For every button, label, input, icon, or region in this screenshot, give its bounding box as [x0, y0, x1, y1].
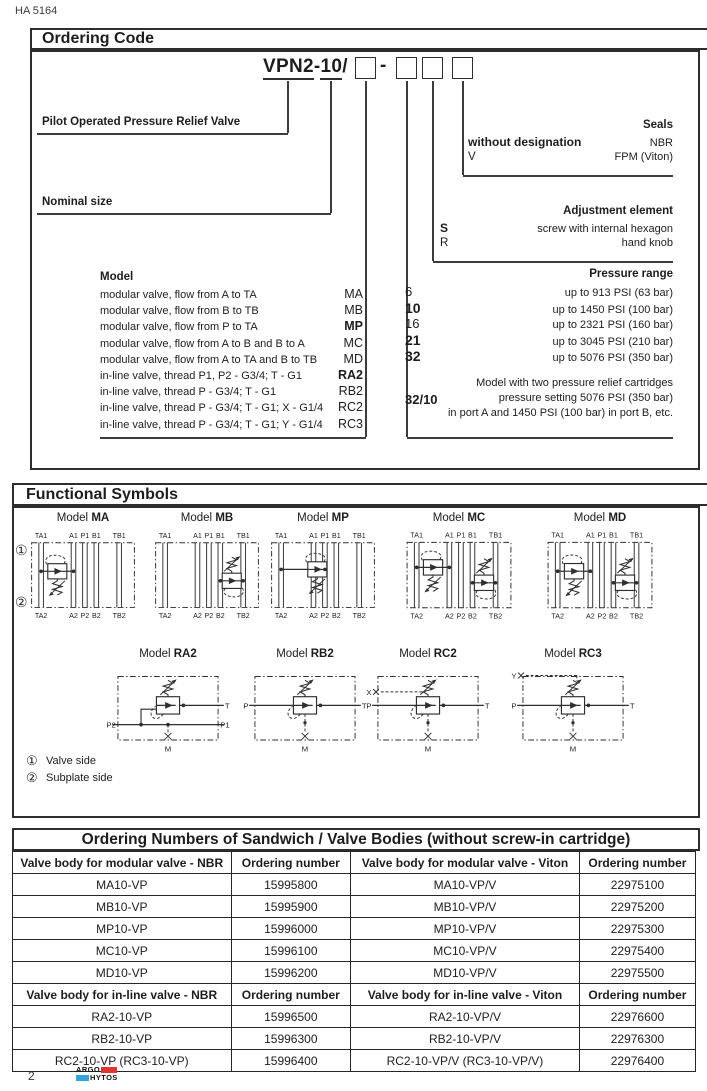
port-label: TA2	[34, 611, 48, 620]
pressure-range-title: Pressure range	[589, 268, 673, 280]
model-description: modular valve, flow from A to B and B to A	[100, 337, 305, 350]
pressure-row	[405, 332, 673, 348]
model-row	[100, 400, 363, 416]
port-label: TA2	[410, 611, 424, 621]
pressure-value: up to 2321 PSI (160 bar)	[552, 318, 673, 331]
table-cell: 22975200	[579, 896, 695, 918]
underline-model	[100, 437, 366, 439]
diagram-title-prefix: Model	[276, 648, 311, 660]
label-nominal-size: Nominal size	[42, 196, 113, 208]
model-description: modular valve, flow from P to TA	[100, 321, 258, 334]
table-row	[13, 918, 696, 940]
port-label: P1	[80, 531, 90, 540]
underline-valve-type	[37, 133, 288, 135]
port-label: P	[366, 701, 372, 711]
pressure-code: 16	[405, 315, 420, 331]
connector-valve-type	[287, 81, 289, 133]
port-label: TB1	[112, 531, 126, 540]
model-block	[100, 271, 363, 433]
table-cell: 15996200	[231, 962, 351, 984]
pressure-value: up to 5076 PSI (350 bar)	[552, 351, 673, 364]
diagram-title-code: RC2	[433, 648, 457, 660]
table-header-cell: Ordering number	[231, 852, 351, 874]
pressure-range-rows	[405, 284, 673, 363]
port-label: TB1	[236, 531, 250, 540]
logo-text-hytos: HYTOS	[90, 1073, 118, 1083]
model-code: RC3	[337, 416, 363, 431]
table-cell: 15996300	[231, 1028, 351, 1050]
model-code: RC2	[337, 400, 363, 415]
section-title-ordering-code	[30, 28, 707, 50]
table-row	[13, 940, 696, 962]
model-rows	[100, 287, 363, 433]
model-row	[100, 287, 363, 303]
diagram-title-code: MA	[91, 512, 110, 524]
pressure-code: 21	[405, 331, 421, 348]
adjustment-block	[440, 205, 673, 252]
ordering-numbers-table	[12, 851, 696, 1075]
row-marker-valve-side: ①	[15, 542, 28, 558]
diagram-title	[57, 512, 109, 527]
pressure-value: up to 913 PSI (63 bar)	[564, 287, 673, 299]
port-label: P	[243, 701, 249, 711]
table-cell: 15996000	[231, 918, 351, 940]
logo-blue-block	[76, 1075, 89, 1081]
logo-text-argo: ARGO	[76, 1065, 101, 1075]
port-label: P2	[204, 611, 214, 620]
diagram-title-code: RA2	[173, 648, 197, 660]
connector-model	[365, 81, 367, 437]
table-cell: MA10-VP/V	[351, 874, 580, 896]
table-cell: 15995800	[231, 874, 351, 896]
table-row	[13, 1006, 696, 1028]
table-cell: 22975300	[579, 918, 695, 940]
argo-hytos-logo	[76, 1066, 118, 1082]
hydraulic-symbol-mb	[148, 527, 266, 627]
table-row	[13, 1028, 696, 1050]
pressure-note-line: Model with two pressure relief cartridges	[476, 377, 673, 389]
port-label: A1	[309, 531, 318, 540]
adjustment-value: hand knob	[621, 236, 673, 249]
port-label: TA1	[410, 530, 424, 540]
table-cell: 22975500	[579, 962, 695, 984]
port-label: T	[224, 701, 230, 711]
symbols-legend	[26, 752, 113, 786]
table-header-cell: Valve body for in-line valve - NBR	[13, 984, 232, 1006]
section-title-text: Functional Symbols	[26, 485, 179, 503]
connector-nominal-size	[330, 81, 332, 213]
port-label: Y	[511, 671, 517, 681]
port-label: B2	[331, 611, 341, 620]
legend-item	[26, 752, 113, 769]
diagram-title-prefix: Model	[180, 512, 216, 524]
table-cell: 22976600	[579, 1006, 695, 1028]
port-label: M	[301, 744, 309, 754]
row-marker-subplate-side: ②	[15, 594, 28, 610]
seals-code: without designation	[468, 135, 582, 149]
connector-seals	[462, 81, 464, 175]
adjustment-row	[440, 237, 673, 253]
hydraulic-symbol-md	[536, 527, 664, 627]
port-label: B1	[468, 530, 477, 540]
port-label: TA2	[158, 611, 172, 620]
diagram-title-prefix: Model	[432, 512, 468, 524]
port-label: M	[164, 744, 172, 754]
port-label: P2	[456, 611, 466, 621]
model-description: modular valve, flow from B to TB	[100, 305, 259, 318]
legend-item	[26, 769, 113, 786]
diagram-title-code: RB2	[310, 648, 334, 660]
port-label: A2	[193, 611, 202, 620]
port-label: P2	[80, 611, 90, 620]
model-code: MP	[344, 319, 363, 334]
diagram-title-code: MC	[467, 512, 486, 524]
port-label: TA2	[274, 611, 288, 620]
model-row	[100, 417, 363, 433]
table-cell: 22975100	[579, 874, 695, 896]
pressure-value: up to 1450 PSI (100 bar)	[552, 303, 673, 316]
table-cell: RA2-10-VP	[13, 1006, 232, 1028]
code-dash: -	[380, 55, 387, 76]
pressure-range-block	[405, 268, 673, 363]
diagram-title-code: MD	[608, 512, 627, 524]
connector-adjustment	[432, 81, 434, 261]
diagram-title-prefix: Model	[56, 512, 92, 524]
port-label: P1	[320, 531, 330, 540]
seals-row	[468, 135, 673, 151]
table-header-cell: Valve body for modular valve - NBR	[13, 852, 232, 874]
hydraulic-symbol-ra2	[102, 663, 234, 767]
page-number: 2	[28, 1069, 35, 1083]
functional-symbol-rc2	[362, 648, 494, 767]
table-cell: MC10-VP/V	[351, 940, 580, 962]
pressure-code: 10	[405, 299, 421, 316]
underline-seals	[463, 175, 673, 177]
functional-symbol-md	[536, 512, 664, 627]
code-box-model	[355, 57, 376, 79]
code-box-adjustment	[422, 57, 443, 79]
table-header-cell: Ordering number	[579, 984, 695, 1006]
table-header-cell: Valve body for modular valve - Viton	[351, 852, 580, 874]
port-label: TB1	[488, 530, 503, 540]
section-title-ordering-numbers	[12, 828, 700, 851]
model-description: in-line valve, thread P1, P2 - G3/4; T - G1	[100, 369, 302, 382]
table-cell: MB10-VP/V	[351, 896, 580, 918]
port-label: M	[569, 744, 577, 754]
pressure-row	[405, 284, 673, 300]
model-description: modular valve, flow from A to TA and B to TB	[100, 353, 318, 366]
port-label: A1	[585, 530, 595, 540]
table-header-row	[13, 852, 696, 874]
table-row	[13, 874, 696, 896]
port-label: A2	[309, 611, 318, 620]
table-header-cell: Valve body for in-line valve - Viton	[351, 984, 580, 1006]
port-label: TB2	[488, 611, 503, 621]
table-cell: RB2-10-VP	[13, 1028, 232, 1050]
port-label: TA1	[34, 531, 48, 540]
model-code: MD	[343, 351, 363, 366]
table-cell: 15996100	[231, 940, 351, 962]
pressure-row	[405, 316, 673, 332]
seals-block	[468, 119, 673, 166]
table-cell: 22976300	[579, 1028, 695, 1050]
label-valve-type: Pilot Operated Pressure Relief Valve	[42, 116, 241, 128]
pressure-note-text: pressure setting 5076 PSI (350 bar)	[498, 392, 673, 405]
pressure-row	[405, 300, 673, 316]
seals-value: NBR	[649, 137, 673, 149]
table-row	[13, 962, 696, 984]
diagram-title-code: MB	[215, 512, 234, 524]
port-label: TB2	[236, 611, 250, 620]
logo-red-block	[101, 1067, 117, 1073]
code-separator: -	[313, 56, 321, 77]
port-label: A1	[69, 531, 78, 540]
model-code: MA	[344, 287, 363, 301]
port-label: TB2	[352, 611, 366, 620]
seals-code: V	[468, 150, 476, 163]
model-row	[100, 336, 363, 352]
table-cell: MA10-VP	[13, 874, 232, 896]
port-label: M	[424, 744, 432, 754]
pressure-note-line: in port A and 1450 PSI (100 bar) in port B, etc.	[447, 407, 673, 420]
hydraulic-symbol-mc	[395, 527, 523, 627]
adjustment-title: Adjustment element	[563, 205, 673, 217]
functional-symbol-mc	[395, 512, 523, 627]
port-label: P2	[597, 611, 607, 621]
model-description: modular valve, flow from A to TA	[100, 289, 257, 301]
model-title: Model	[100, 271, 134, 283]
port-label: B2	[215, 611, 225, 620]
table-cell: MC10-VP	[13, 940, 232, 962]
model-row	[100, 384, 363, 400]
table-cell: 15996500	[231, 1006, 351, 1028]
table-cell: RB2-10-VP/V	[351, 1028, 580, 1050]
functional-symbol-rc3	[507, 648, 639, 767]
port-label: B2	[91, 611, 101, 620]
pressure-value: up to 3045 PSI (210 bar)	[552, 335, 673, 348]
port-label: T	[629, 701, 635, 711]
legend-label: Subplate side	[46, 771, 113, 784]
functional-symbol-ma	[24, 512, 142, 627]
port-label: P2	[106, 720, 116, 730]
code-series: VPN2	[263, 56, 314, 80]
model-code: MB	[344, 303, 363, 318]
document-number: HA 5164	[15, 5, 58, 17]
diagram-title-prefix: Model	[399, 648, 434, 660]
table-header-cell: Ordering number	[579, 852, 695, 874]
port-label: P1	[220, 720, 230, 730]
port-label: A2	[585, 611, 595, 621]
model-code: RA2	[337, 367, 363, 382]
diagram-title	[399, 648, 457, 663]
legend-marker: ①	[26, 752, 38, 768]
adjustment-row	[440, 221, 673, 237]
diagram-title	[574, 512, 626, 527]
model-code: MC	[343, 335, 363, 350]
diagram-title	[276, 648, 334, 663]
port-label: TA1	[551, 530, 565, 540]
hydraulic-symbol-ma	[24, 527, 142, 627]
base-ordering-code	[263, 56, 348, 78]
model-row	[100, 368, 363, 384]
table-cell: 22976400	[579, 1050, 695, 1072]
table-cell: 22975400	[579, 940, 695, 962]
code-size: 10	[320, 56, 342, 80]
underline-pressure	[407, 437, 673, 439]
adjustment-value: screw with internal hexagon	[537, 223, 673, 235]
hydraulic-symbol-rc2	[362, 663, 494, 767]
table-cell: MD10-VP	[13, 962, 232, 984]
port-label: P1	[456, 530, 466, 540]
underline-adjustment	[433, 261, 673, 263]
seals-value: FPM (Viton)	[614, 150, 673, 163]
model-description: in-line valve, thread P - G3/4; T - G1; Y - G1/4	[100, 418, 323, 431]
diagram-title	[433, 512, 485, 527]
model-description: in-line valve, thread P - G3/4; T - G1; X - G1/4	[100, 402, 324, 415]
section-title-text: Ordering Numbers of Sandwich / Valve Bodies (without screw-in cartridge)	[81, 830, 631, 848]
diagram-title	[544, 648, 602, 663]
port-label: A1	[193, 531, 202, 540]
code-slash: /	[342, 56, 348, 77]
diagram-title	[297, 512, 349, 527]
port-label: A2	[69, 611, 78, 620]
table-header-cell: Ordering number	[231, 984, 351, 1006]
functional-symbol-ra2	[102, 648, 234, 767]
port-label: B2	[609, 611, 618, 621]
underline-nominal-size	[37, 213, 331, 215]
port-label: TA1	[274, 531, 288, 540]
pressure-row	[405, 348, 673, 364]
port-label: B2	[468, 611, 477, 621]
diagram-title	[181, 512, 233, 527]
model-row	[100, 319, 363, 335]
pressure-note-line	[405, 392, 673, 407]
pressure-code: 32	[405, 347, 421, 364]
model-row	[100, 303, 363, 319]
table-cell: MP10-VP/V	[351, 918, 580, 940]
port-label: B1	[215, 531, 225, 540]
pressure-note	[405, 377, 673, 423]
port-label: T	[361, 701, 367, 711]
port-label: X	[366, 687, 372, 697]
seals-row	[468, 151, 673, 167]
diagram-title-prefix: Model	[297, 512, 332, 524]
port-label: TB2	[112, 611, 126, 620]
adjustment-code: R	[440, 236, 449, 249]
table-cell: RC2-10-VP/V (RC3-10-VP/V)	[351, 1050, 580, 1072]
hydraulic-symbol-mp	[264, 527, 382, 627]
functional-symbol-mp	[264, 512, 382, 627]
port-label: T	[484, 701, 490, 711]
diagram-title-prefix: Model	[544, 648, 579, 660]
port-label: P1	[597, 530, 607, 540]
table-cell: MP10-VP	[13, 918, 232, 940]
section-title-functional-symbols	[12, 483, 707, 506]
legend-marker: ②	[26, 769, 38, 785]
table-row	[13, 896, 696, 918]
legend-label: Valve side	[46, 754, 96, 767]
pressure-code: 6	[405, 284, 413, 299]
adjustment-code: S	[440, 221, 449, 235]
diagram-title-code: RC3	[578, 648, 602, 660]
port-label: B1	[609, 530, 618, 540]
diagram-title-prefix: Model	[573, 512, 609, 524]
table-cell: 15995900	[231, 896, 351, 918]
code-box-seals	[452, 57, 473, 79]
functional-symbol-rb2	[239, 648, 371, 767]
diagram-title-code: MP	[331, 512, 349, 524]
logo-row	[76, 1074, 118, 1082]
functional-symbol-mb	[148, 512, 266, 627]
port-label: P2	[320, 611, 330, 620]
table-cell: RA2-10-VP/V	[351, 1006, 580, 1028]
port-label: TA1	[158, 531, 172, 540]
port-label: TB1	[352, 531, 366, 540]
diagram-title-prefix: Model	[139, 648, 174, 660]
model-row	[100, 352, 363, 368]
hydraulic-symbol-rb2	[239, 663, 371, 767]
port-label: B1	[331, 531, 341, 540]
table-cell: MB10-VP	[13, 896, 232, 918]
table-cell: MD10-VP/V	[351, 962, 580, 984]
port-label: A1	[444, 530, 454, 540]
port-label: P1	[204, 531, 214, 540]
table-cell: RC2-10-VP (RC3-10-VP)	[13, 1050, 232, 1072]
port-label: TB1	[629, 530, 644, 540]
section-title-text: Ordering Code	[42, 30, 155, 47]
diagram-title	[139, 648, 197, 663]
port-label: P	[511, 701, 517, 711]
table-cell: 15996400	[231, 1050, 351, 1072]
model-code: RB2	[338, 384, 363, 399]
port-label: TB2	[629, 611, 644, 621]
hydraulic-symbol-rc3	[507, 663, 639, 767]
code-box-pressure	[396, 57, 417, 79]
seals-title: Seals	[642, 119, 673, 131]
table-header-row	[13, 984, 696, 1006]
pressure-note-code: 32/10	[405, 392, 438, 408]
model-description: in-line valve, thread P - G3/4; T - G1	[100, 386, 277, 399]
port-label: B1	[91, 531, 101, 540]
port-label: A2	[444, 611, 454, 621]
port-label: TA2	[551, 611, 565, 621]
